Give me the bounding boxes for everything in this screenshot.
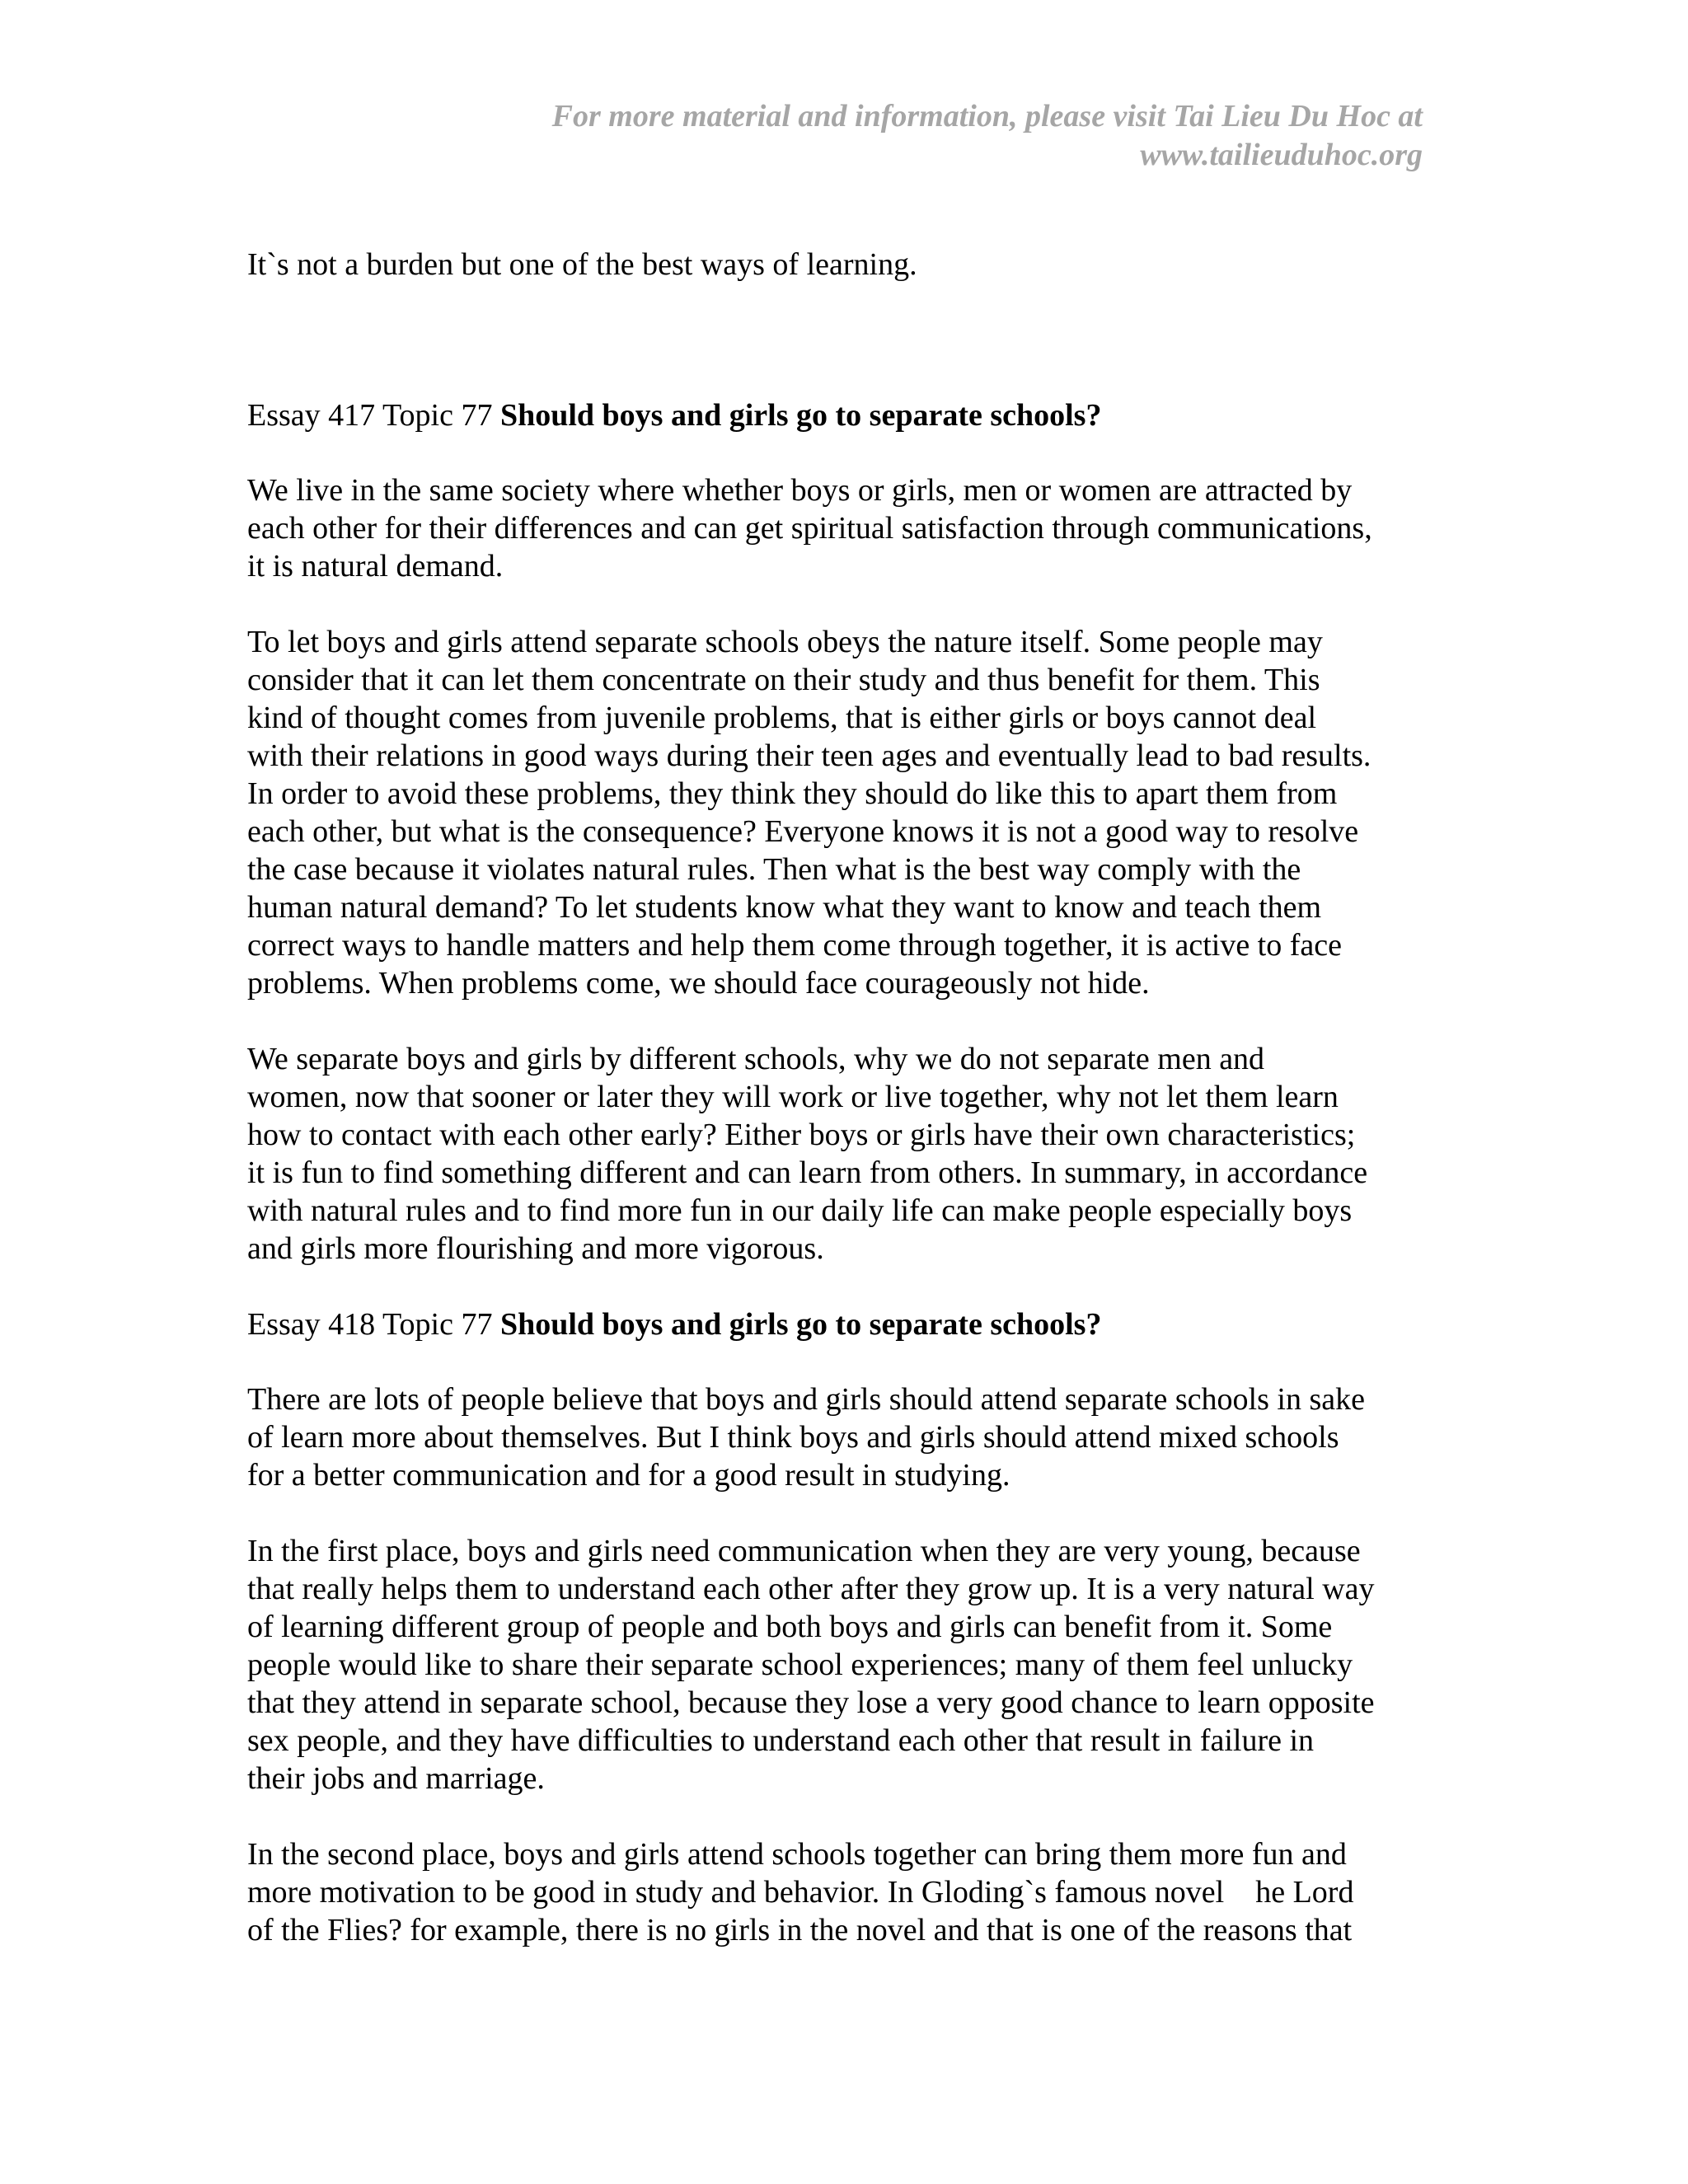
text-line: with natural rules and to find more fun in our daily life can make people especially boys xyxy=(247,1193,1353,1228)
intro-paragraph xyxy=(247,246,1434,284)
text-line: for a better communication and for a good result in studying. xyxy=(247,1458,1010,1493)
page-header xyxy=(434,97,1423,175)
text-line: In order to avoid these problems, they think they should do like this to apart them from xyxy=(247,776,1338,811)
text-line: more motivation to be good in study and behavior. In Gloding`s famous novel he Lord xyxy=(247,1875,1354,1910)
essay-418-heading xyxy=(247,1305,1434,1343)
essay-417-paragraph-3 xyxy=(247,1040,1434,1268)
text-line: how to contact with each other early? Either boys or girls have their own characteristics; xyxy=(247,1118,1356,1152)
essay-418-paragraph-3 xyxy=(247,1835,1434,1949)
text-line: that they attend in separate school, because they lose a very good chance to learn opposite xyxy=(247,1685,1375,1720)
essay-418-paragraph-1 xyxy=(247,1380,1434,1494)
text-line: of the Flies? for example, there is no girls in the novel and that is one of the reasons that xyxy=(247,1913,1353,1947)
essay-418-label: Essay 418 Topic 77 xyxy=(247,1307,500,1342)
text-line: each other, but what is the consequence? Everyone knows it is not a good way to resolve xyxy=(247,814,1359,849)
essay-417-label: Essay 417 Topic 77 xyxy=(247,398,500,433)
text-line: We separate boys and girls by different schools, why we do not separate men and xyxy=(247,1042,1265,1076)
text-line: sex people, and they have difficulties to understand each other that result in failure in xyxy=(247,1723,1315,1758)
text-line: of learn more about themselves. But I think boys and girls should attend mixed schools xyxy=(247,1420,1339,1455)
essay-417-paragraph-2 xyxy=(247,623,1434,1002)
essay-417-title: Should boys and girls go to separate schools? xyxy=(499,398,1102,433)
text-line: In the second place, boys and girls attend schools together can bring them more fun and xyxy=(247,1837,1347,1872)
text-line: that really helps them to understand each other after they grow up. It is a very natural way xyxy=(247,1572,1375,1606)
essay-418-title: Should boys and girls go to separate schools? xyxy=(499,1307,1102,1342)
text-line: with their relations in good ways during their teen ages and eventually lead to bad results. xyxy=(247,738,1372,773)
text-line: To let boys and girls attend separate schools obeys the nature itself. Some people may xyxy=(247,625,1323,659)
text-line: of learning different group of people and both boys and girls can benefit from it. Some xyxy=(247,1610,1333,1644)
essay-418-paragraph-2 xyxy=(247,1532,1434,1797)
document-body xyxy=(247,246,1434,1949)
text-line: it is fun to find something different and can learn from others. In summary, in accordance xyxy=(247,1155,1368,1190)
text-line: each other for their differences and can get spiritual satisfaction through communications, xyxy=(247,511,1372,546)
text-line: In the first place, boys and girls need communication when they are very young, because xyxy=(247,1534,1361,1568)
text-line: women, now that sooner or later they will work or live together, why not let them learn xyxy=(247,1080,1339,1114)
text-line: correct ways to handle matters and help them come through together, it is active to face xyxy=(247,928,1342,963)
essay-417-paragraph-1 xyxy=(247,471,1434,585)
text-line: kind of thought comes from juvenile problems, that is either girls or boys cannot deal xyxy=(247,701,1317,735)
text-line: We live in the same society where whether boys or girls, men or women are attracted by xyxy=(247,473,1353,508)
text-line: problems. When problems come, we should face courageously not hide. xyxy=(247,966,1150,1001)
text-line: consider that it can let them concentrate on their study and thus benefit for them. This xyxy=(247,663,1320,697)
text-line: people would like to share their separate school experiences; many of them feel unlucky xyxy=(247,1647,1353,1682)
text-line: it is natural demand. xyxy=(247,549,504,583)
text-line: There are lots of people believe that boys and girls should attend separate schools in sake xyxy=(247,1382,1365,1417)
header-line-2: www.tailieuduhoc.org xyxy=(1140,138,1423,172)
text-line: their jobs and marriage. xyxy=(247,1761,545,1796)
header-line-1: For more material and information, please visit Tai Lieu Du Hoc at xyxy=(551,99,1423,134)
essay-417-heading xyxy=(247,396,1434,434)
text-line: human natural demand? To let students know what they want to know and teach them xyxy=(247,890,1322,925)
text-line: and girls more flourishing and more vigorous. xyxy=(247,1231,824,1266)
text-line: the case because it violates natural rules. Then what is the best way comply with the xyxy=(247,852,1301,887)
text-line: It`s not a burden but one of the best ways of learning. xyxy=(247,247,917,282)
